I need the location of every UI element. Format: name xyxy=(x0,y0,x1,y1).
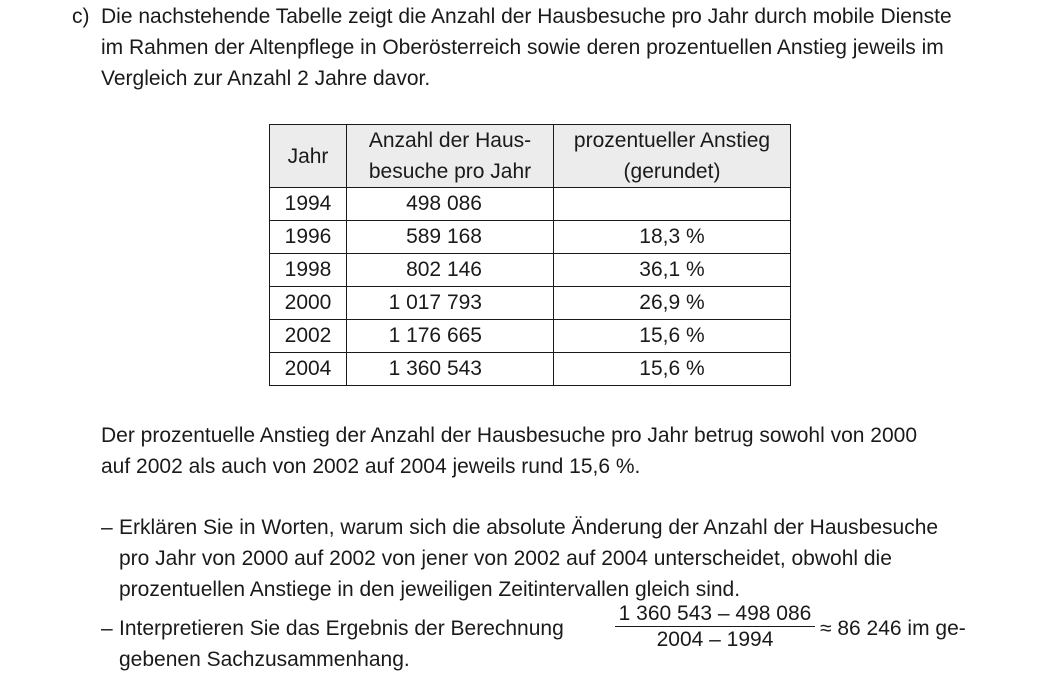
statement-line: Der prozentuelle Anstieg der Anzahl der Hausbesuche pro Jahr betrug sowohl von 2000 xyxy=(101,424,918,447)
bullet-lead: Interpretieren Sie das Ergebnis der Berechnung xyxy=(119,617,564,640)
intro-line: im Rahmen der Altenpflege in Oberösterreich sowie deren prozentuellen Anstieg jeweils im xyxy=(101,36,944,59)
cell-count: 1 360 543 xyxy=(347,353,554,386)
fraction-denominator: 2004 – 1994 xyxy=(656,628,774,651)
table-row xyxy=(270,353,791,386)
table-row xyxy=(270,254,791,287)
bullet-line: Erklären Sie in Worten, warum sich die absolute Änderung der Anzahl der Hausbesuche xyxy=(119,516,939,539)
task-bullet-explain xyxy=(101,512,1011,605)
table-row xyxy=(270,188,791,221)
bullet-dash: – xyxy=(101,617,113,640)
cell-count: 498 086 xyxy=(347,188,554,221)
cell-year: 2002 xyxy=(270,320,347,353)
cell-year: 2000 xyxy=(270,287,347,320)
header-percent-line1: prozentueller Anstieg xyxy=(573,129,771,152)
cell-year: 1994 xyxy=(270,188,347,221)
bullet-body xyxy=(119,512,1011,605)
header-year: Jahr xyxy=(270,125,347,188)
cell-percent: 26,9 % xyxy=(554,287,791,320)
statement-line: auf 2002 als auch von 2002 auf 2004 jeweils rund 15,6 %. xyxy=(101,455,641,478)
intro-line: Vergleich zur Anzahl 2 Jahre davor. xyxy=(101,67,431,90)
bullet-line: prozentuellen Anstiege in den jeweiligen Zeitintervallen gleich sind. xyxy=(119,578,741,601)
task-marker: c) xyxy=(72,5,90,28)
cell-count: 589 168 xyxy=(347,221,554,254)
cell-year: 1998 xyxy=(270,254,347,287)
header-count-line2: besuche pro Jahr xyxy=(368,160,532,183)
task-bullet-interpret xyxy=(101,602,1011,675)
home-visits-table xyxy=(269,124,791,386)
bullet-line: gebenen Sachzusammenhang. xyxy=(119,648,410,671)
table-row xyxy=(270,287,791,320)
formula-line xyxy=(119,602,1011,651)
header-count xyxy=(347,125,554,188)
header-percent xyxy=(554,125,791,188)
bullet-body xyxy=(119,602,1011,675)
cell-count: 1 176 665 xyxy=(347,320,554,353)
fraction xyxy=(613,601,817,652)
statement-text xyxy=(101,420,1011,482)
cell-percent xyxy=(554,188,791,221)
cell-percent: 36,1 % xyxy=(554,254,791,287)
cell-percent: 15,6 % xyxy=(554,320,791,353)
cell-percent: 18,3 % xyxy=(554,221,791,254)
fraction-numerator: 1 360 543 – 498 086 xyxy=(618,602,812,625)
table-header-row xyxy=(270,125,791,188)
table-row xyxy=(270,221,791,254)
bullet-line: pro Jahr von 2000 auf 2002 von jener von 2002 auf 2004 unterscheidet, obwohl die xyxy=(119,547,892,570)
header-count-line1: Anzahl der Haus- xyxy=(368,129,532,152)
intro-line: Die nachstehende Tabelle zeigt die Anzahl der Hausbesuche pro Jahr durch mobile Dienste xyxy=(101,5,952,28)
header-percent-line2: (gerundet) xyxy=(623,160,721,183)
cell-year: 1996 xyxy=(270,221,347,254)
bullet-dash: – xyxy=(101,516,113,539)
table-row xyxy=(270,320,791,353)
cell-year: 2004 xyxy=(270,353,347,386)
formula-result: ≈ 86 246 im ge- xyxy=(820,617,966,640)
intro-text xyxy=(101,1,1011,94)
cell-count: 802 146 xyxy=(347,254,554,287)
cell-percent: 15,6 % xyxy=(554,353,791,386)
cell-count: 1 017 793 xyxy=(347,287,554,320)
